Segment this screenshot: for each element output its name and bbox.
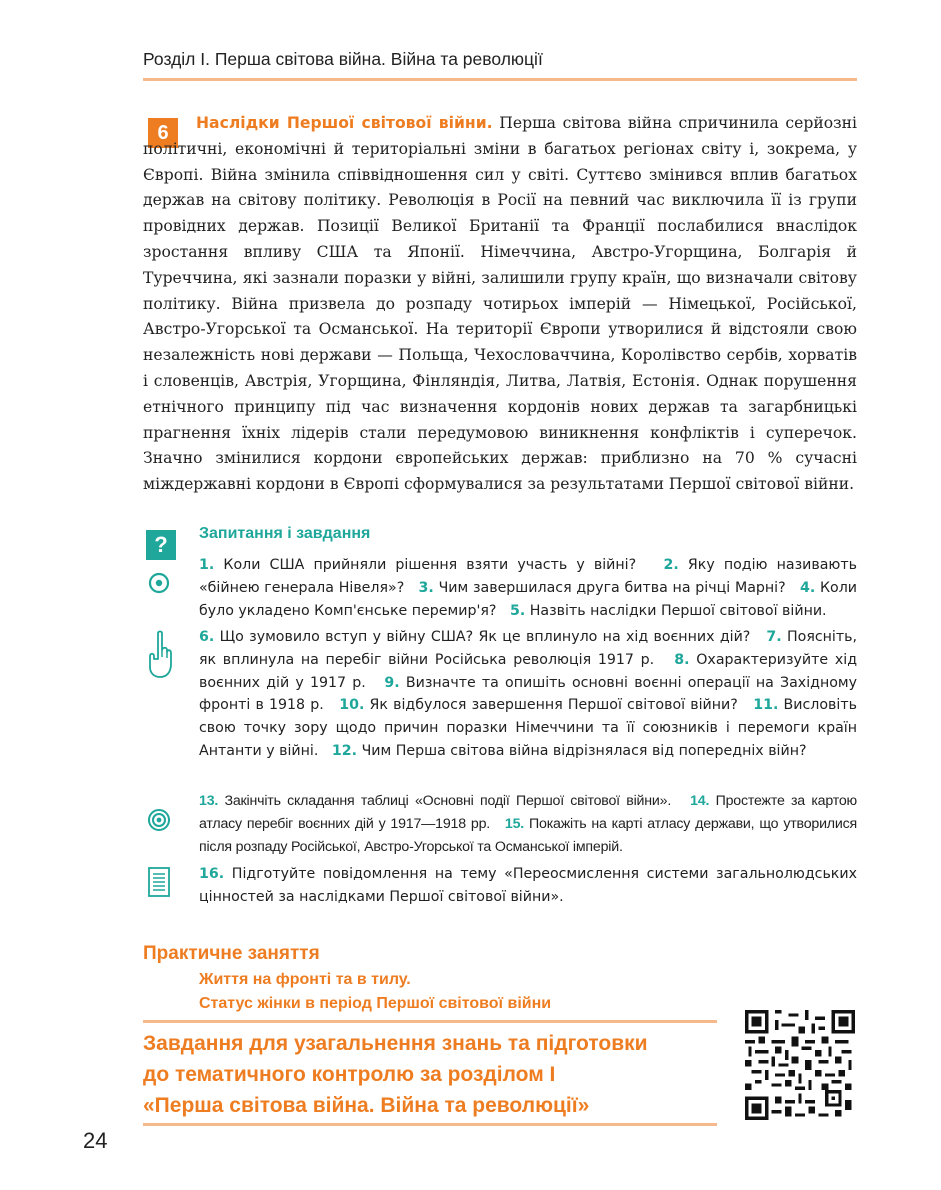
question-text: Підготуйте повідомлення на тему «Переосмислення системи загальнолюдських цінностей за наслідками Першої світової війни». (199, 866, 857, 905)
notebook-icon (147, 866, 171, 898)
practical-topic-2: Статус жінки в період Першої світової війни (199, 995, 552, 1012)
questions-block-4 (199, 863, 857, 909)
questions-block-3 (199, 790, 857, 858)
page-number: 24 (83, 1128, 108, 1153)
target-icon (147, 571, 171, 595)
question-icon: ? (146, 530, 176, 560)
practical-title: Практичне заняття (143, 943, 320, 964)
bullseye-icon (147, 808, 171, 832)
practical-topic-1: Життя на фронті та в тилу. (199, 971, 411, 988)
question-number: 11. (753, 697, 779, 714)
question-text: Що зумовило вступ у війну США? Як це вплинуло на хід воєнних дій? (219, 629, 751, 645)
question-number: 9. (384, 674, 400, 691)
question-number: 14. (690, 793, 710, 809)
question-number: 12. (331, 742, 358, 759)
question-number: 7. (766, 629, 782, 645)
header-divider (143, 78, 857, 81)
question-text: Коли було укладено Комп'єнське перемир'я? (199, 579, 858, 619)
question-number: 1. (199, 557, 215, 573)
task-line-3: «Перша світова війна. Війна та революції» (143, 1094, 590, 1117)
question-number: 5. (509, 602, 526, 619)
pointing-hand-icon (147, 630, 173, 680)
question-text: Охарактеризуйте хід воєнних дій у 1917 р. (199, 651, 858, 691)
question-text: Покажіть на карті атласу держави, що утворилися після розпаду Російської, Австро-Угорської та Османської імперій. (199, 815, 857, 855)
question-number: 10. (339, 697, 365, 714)
questions-block-2 (199, 626, 857, 763)
task-line-2: до тематичного контролю за розділом І (143, 1063, 556, 1086)
question-text: Яку подію називають «бійнею генерала Нівеля»? (199, 557, 857, 596)
question-text: Закінчіть складання таблиці «Основні події Першої світової війни». (224, 793, 672, 809)
page-header: Розділ І. Перша світова війна. Війна та революції (143, 49, 543, 69)
section-title: Наслідки Першої світової війни. (196, 114, 493, 132)
question-number: 15. (504, 815, 525, 832)
question-text: Назвіть наслідки Першої світової війни. (529, 602, 827, 619)
question-number: 3. (418, 579, 434, 596)
question-text: Висловіть свою точку зору щодо причин поразки Німеччини та її союзників і перемоги країн Антанти у війні. (199, 697, 857, 759)
question-number: 16. (199, 866, 225, 882)
task-line-1: Завдання для узагальнення знань та підготовки (143, 1032, 648, 1055)
question-text: Чим завершилася друга битва на річці Марні? (438, 579, 786, 596)
question-text: Простежте за картою атласу перебіг воєнних дій у 1917—1918 рр. (199, 793, 857, 832)
question-text: Коли США прийняли рішення взяти участь у війні? (223, 557, 637, 573)
qr-code[interactable] (745, 1010, 855, 1120)
question-text: Визначте та опишіть основні воєнні операції на Західному фронті в 1918 р. (199, 674, 857, 714)
question-number: 4. (799, 579, 816, 596)
question-text: Чим Перша світова війна відрізнялася від попередніх війн? (361, 742, 807, 759)
question-number: 6. (199, 629, 215, 645)
question-text: Як відбулося завершення Першої світової війни? (369, 697, 738, 714)
questions-block-1 (199, 554, 857, 622)
section-text: Перша світова війна спричинила серйозні політичні, економічні й територіальні зміни в багатьох регіонах світу і, зокрема, у Європі. Війна змінила співвідношення сил у світі. Суттєво змінився вплив багатьох держав на світову політику. Революція в Росії на певний час виключила її із групи провідних держав. Позиції Великої Британії та Франції послабилися внаслідок зростання впливу США та Японії. Німеччина, Австро-Угорщина, Болгарія й Туреччина, які зазнали поразки у війні, залишили групу країн, що визначали світову політику. Війна призвела до розпаду чотирьох імперій — Німецької, Російської, Австро-Угорської та Османської. На території Європи утворилися й відстояли свою незалежність нові держави — Польща, Чехословаччина, Королівство сербів, хорватів і словенців, Австрія, Угорщина, Фінляндія, Литва, Латвія, Естонія. Однак порушення етнічного принципу під час визначення кордонів нових держав та загарбницькі прагнення їхніх лідерів стали передумовою виникнення конфліктів і суперечок. Значно змінилися кордони європейських держав: приблизно на 70 % сучасні міждержавні кордони в Європі сформувалися за результатами Першої світової війни. (143, 114, 857, 494)
question-number: 13. (199, 793, 219, 809)
question-number: 8. (674, 651, 690, 668)
question-text: Поясніть, як вплинула на перебіг війни Російська революція 1917 р. (199, 629, 858, 668)
section-number-badge: 6 (148, 118, 178, 148)
question-number: 2. (663, 557, 679, 573)
questions-title: Запитання і завдання (199, 525, 371, 542)
section-body (143, 111, 857, 498)
